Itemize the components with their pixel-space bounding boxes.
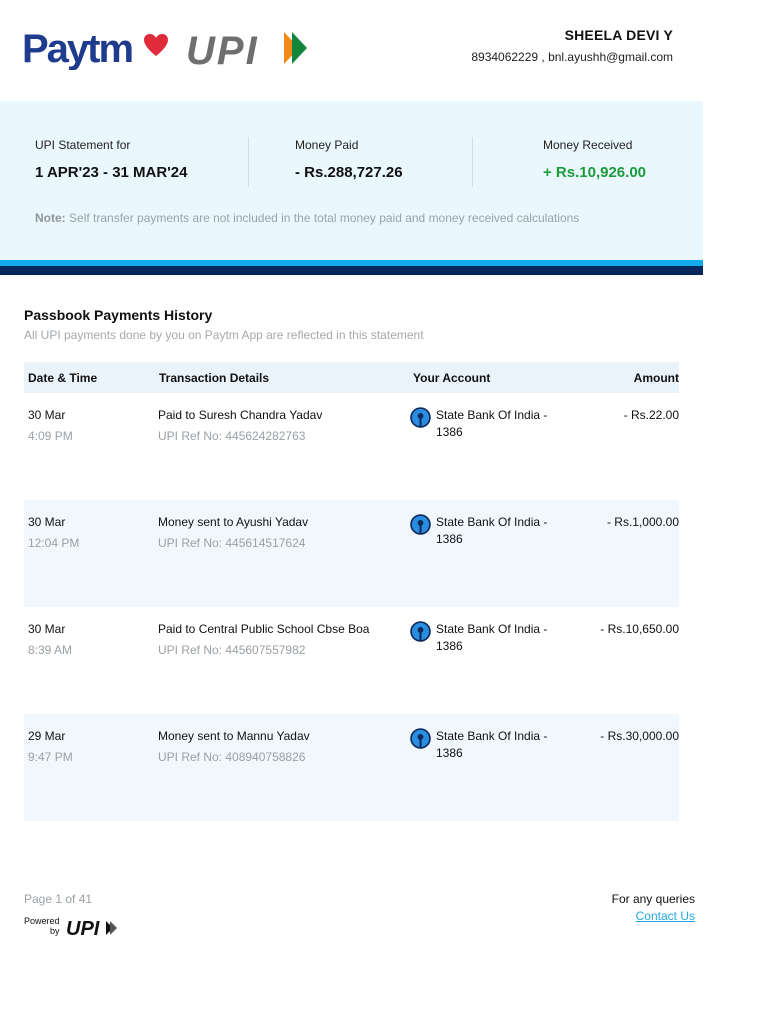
table-row (24, 393, 679, 500)
statement-period-value: 1 APR'23 - 31 MAR'24 (35, 164, 188, 181)
account-name: State Bank Of India - 1386 (436, 408, 548, 439)
transaction-amount: - Rs.22.00 (623, 408, 679, 422)
money-received-value: + Rs.10,926.00 (543, 164, 647, 181)
table-row (24, 607, 679, 714)
upi-arrow-green (292, 32, 307, 64)
statement-period (35, 138, 187, 181)
sbi-logo-icon (410, 514, 431, 535)
column-header-account: Your Account (413, 371, 491, 385)
summary-divider (248, 137, 249, 187)
statement-summary (0, 101, 703, 260)
transaction-details (158, 728, 398, 765)
account-name: State Bank Of India - 1386 (436, 622, 548, 653)
upi-logo-text: UPI (186, 29, 259, 70)
transaction-description: Money sent to Mannu Yadav (158, 729, 310, 743)
section-subtitle: All UPI payments done by you on Paytm App are reflected in this statement (24, 328, 424, 342)
table-header (24, 362, 679, 393)
money-received-label: Money Received (543, 138, 633, 152)
transaction-details (158, 514, 398, 551)
column-header-details: Transaction Details (159, 371, 270, 385)
transaction-ref: UPI Ref No: 445624282763 (158, 429, 306, 443)
table-row (24, 714, 679, 821)
powered-by-line2: by (50, 926, 60, 936)
payments-table (24, 362, 679, 821)
statement-header (0, 0, 768, 100)
transaction-amount: - Rs.30,000.00 (600, 729, 679, 743)
transaction-date: 30 Mar (28, 622, 66, 636)
powered-by-upi (24, 914, 124, 942)
money-received (543, 138, 646, 181)
money-paid-label: Money Paid (295, 138, 359, 152)
summary-note (35, 211, 579, 225)
transaction-datetime (28, 407, 73, 444)
account-holder-name: SHEELA DEVI Y (564, 27, 673, 43)
transaction-description: Paid to Suresh Chandra Yadav (158, 408, 323, 422)
money-paid (295, 138, 403, 181)
transaction-ref: UPI Ref No: 445614517624 (158, 536, 306, 550)
transaction-description: Money sent to Ayushi Yadav (158, 515, 309, 529)
sbi-logo-icon (410, 728, 431, 749)
heart-icon (144, 34, 168, 56)
transaction-datetime (28, 514, 79, 551)
account-name: State Bank Of India - 1386 (436, 729, 548, 760)
transaction-date: 29 Mar (28, 729, 66, 743)
paytm-upi-logo (22, 24, 312, 70)
transaction-details (158, 407, 398, 444)
statement-period-label: UPI Statement for (35, 138, 131, 152)
transaction-amount: - Rs.10,650.00 (600, 622, 679, 636)
queries-section (612, 892, 695, 923)
transaction-date: 30 Mar (28, 408, 66, 422)
powered-by-label (24, 916, 60, 936)
page-number: Page 1 of 41 (24, 892, 93, 906)
transaction-datetime (28, 621, 72, 658)
sbi-logo-icon (410, 621, 431, 642)
transaction-description: Paid to Central Public School Cbse Boa (158, 622, 370, 636)
transaction-time: 12:04 PM (28, 536, 80, 550)
transaction-time: 9:47 PM (28, 750, 73, 764)
account-name: State Bank Of India - 1386 (436, 515, 548, 546)
transaction-datetime (28, 728, 73, 765)
transaction-ref: UPI Ref No: 408940758826 (158, 750, 306, 764)
summary-divider (472, 137, 473, 187)
note-text: Self transfer payments are not included in the total money paid and money received calculations (69, 211, 580, 225)
transaction-time: 4:09 PM (28, 429, 73, 443)
sbi-logo-icon (410, 407, 431, 428)
section-title: Passbook Payments History (24, 307, 213, 323)
powered-by-line1: Powered (24, 916, 60, 926)
column-header-amount: Amount (633, 371, 679, 385)
account-holder-contact: 8934062229 , bnl.ayushh@gmail.com (471, 50, 673, 64)
queries-label: For any queries (611, 892, 695, 906)
upi-small-logo (64, 916, 118, 940)
account-holder (471, 27, 673, 64)
money-paid-value: - Rs.288,727.26 (295, 164, 403, 181)
note-label: Note: (35, 211, 66, 225)
transaction-date: 30 Mar (28, 515, 66, 529)
header-stripe-dark (0, 266, 703, 275)
transaction-time: 8:39 AM (28, 643, 73, 657)
transaction-ref: UPI Ref No: 445607557982 (158, 643, 306, 657)
upi-small-logo-text: UPI (66, 918, 100, 940)
paytm-logo-text: Paytm (22, 27, 133, 70)
transaction-details (158, 621, 398, 658)
column-header-date: Date & Time (28, 371, 98, 385)
table-row (24, 500, 679, 607)
transaction-amount: - Rs.1,000.00 (606, 515, 679, 529)
contact-us-link[interactable]: Contact Us (635, 909, 695, 923)
